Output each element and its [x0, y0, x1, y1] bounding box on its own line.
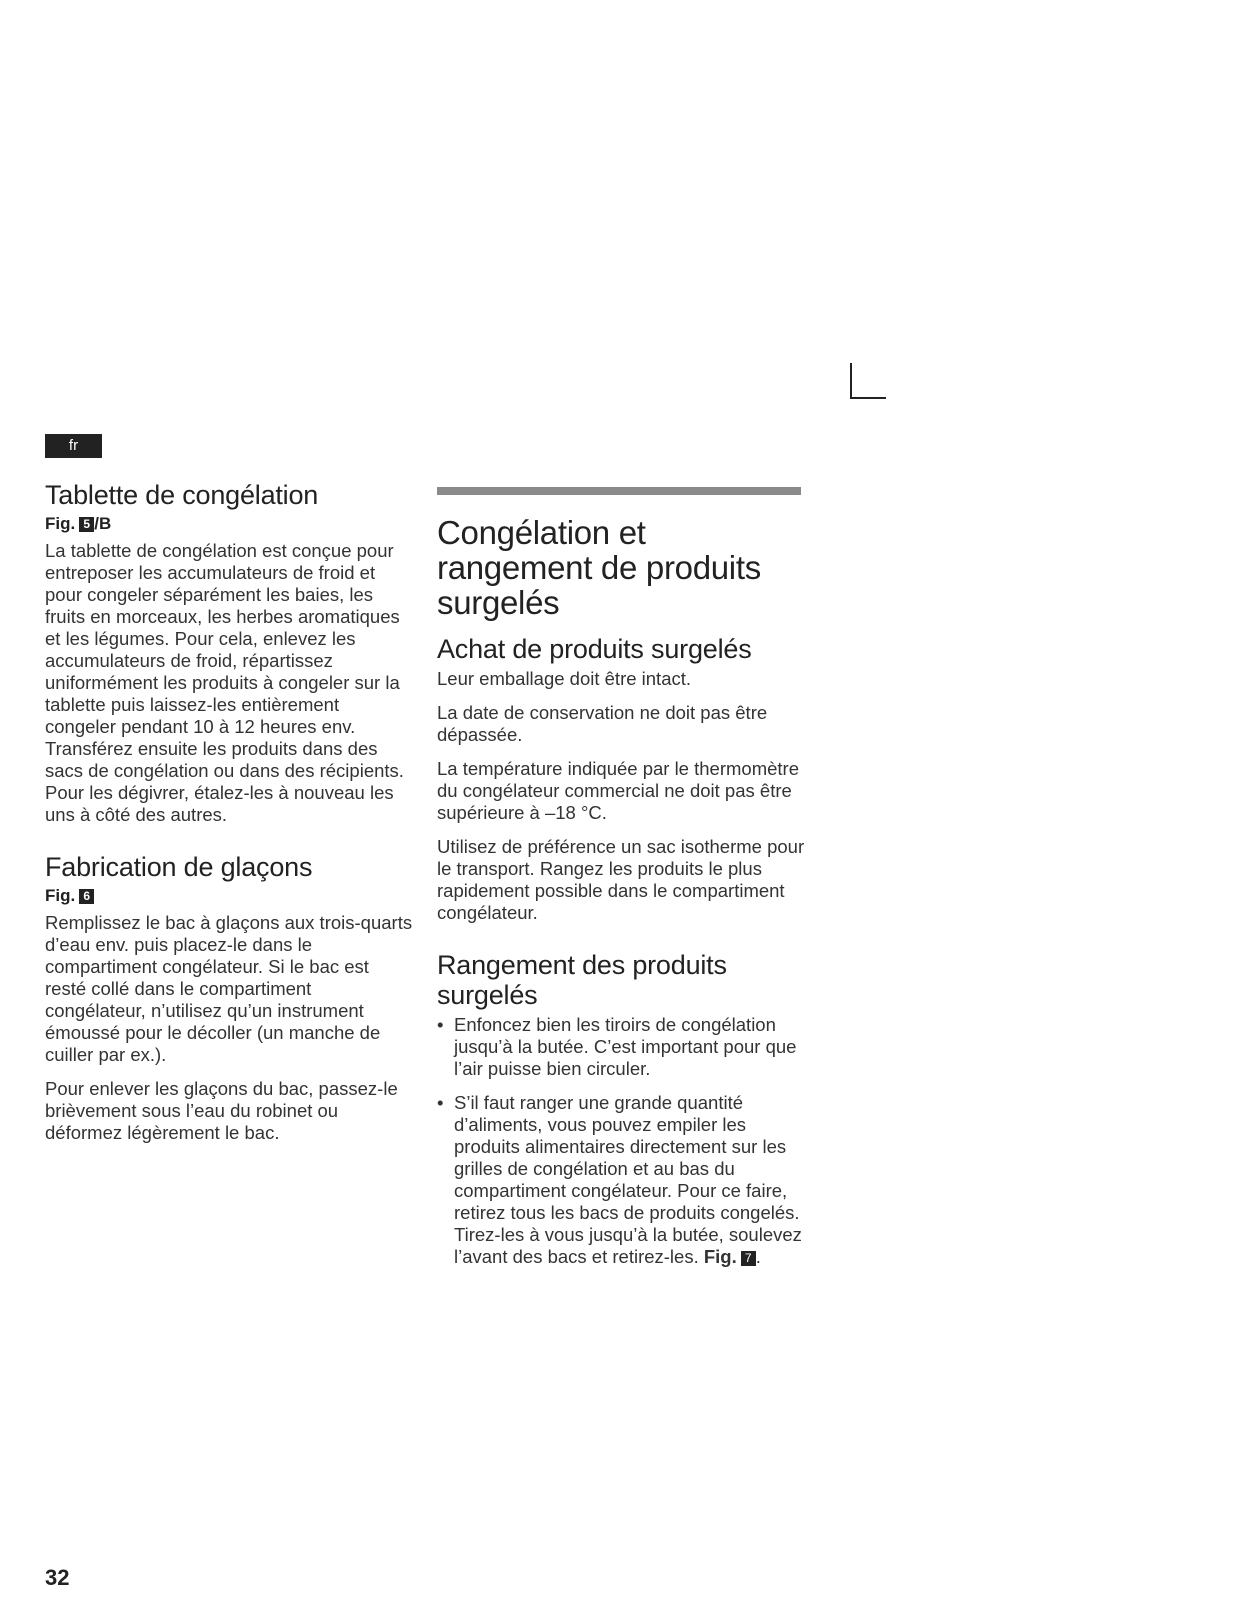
buying-paragraph-1: Leur emballage doit être intact. [437, 668, 692, 689]
section-title-storing: Rangement des produits surgelés [437, 950, 727, 1010]
figure-number-badge: 7 [741, 1251, 756, 1266]
storing-list [437, 1014, 807, 1268]
right-column [437, 487, 807, 1280]
figure-number-badge: 6 [79, 889, 94, 904]
figure-reference: Fig. 6 [45, 886, 415, 906]
language-tab: fr [45, 434, 102, 458]
section-title-buying: Achat de produits surgelés [437, 634, 752, 664]
page-number: 32 [45, 1565, 70, 1590]
freezing-tray-paragraph: La tablette de congélation est conçue pour entreposer les accumulateurs de froid et pour congeler séparément les baies, les fruits en morceaux, les herbes aromatiques et les légumes. Pour cela, enlevez les accumulateurs de froid, répartissez uniformément les produits à congeler sur la tablette puis laissez-les entièrement congeler pendant 10 à 12 heures env. Transférez ensuite les produits dans des sacs de congélation ou dans des récipients. Pour les dégivrer, étalez-les à nouveau les uns à côté des autres. [45, 540, 404, 825]
list-item: • S’il faut ranger une grande quantité d’aliments, vous pouvez empiler les produits alimentaires directement sur les grilles de congélation et au bas du compartiment congélateur. Pour ce faire, retirez tous les bacs de produits congelés. Tirez-les à vous jusqu’à la butée, soulevez l’avant des bacs et retirez-les. Fig. 7 . [437, 1092, 802, 1267]
section-title-freezing-tray: Tablette de congélation [45, 480, 319, 510]
main-title: Congélation et rangement de produits surgelés [437, 514, 761, 621]
bullet-icon: • [437, 1014, 444, 1035]
buying-paragraph-3: La température indiquée par le thermomètre du congélateur commercial ne doit pas être supérieure à –18 °C. [437, 758, 799, 823]
buying-paragraph-4: Utilisez de préférence un sac isotherme pour le transport. Rangez les produits le plus rapidement possible dans le compartiment congélateur. [437, 836, 805, 923]
section-divider-bar [437, 487, 801, 495]
ice-cubes-paragraph-1: Remplissez le bac à glaçons aux trois-quarts d’eau env. puis placez-le dans le compartiment congélateur. Si le bac est resté collé dans le compartiment congélateur, n’utilisez qu’un instrument émoussé pour le décoller (un manche de cuiller par ex.). [45, 912, 413, 1065]
crop-mark [850, 363, 886, 399]
ice-cubes-paragraph-2: Pour enlever les glaçons du bac, passez-le brièvement sous l’eau du robinet ou déformez légèrement le bac. [45, 1078, 398, 1143]
bullet-icon: • [437, 1092, 444, 1113]
left-column [45, 480, 415, 1156]
list-item: • Enfoncez bien les tiroirs de congélation jusqu’à la butée. C’est important pour que l’air puisse bien circuler. [437, 1014, 797, 1079]
figure-number-badge: 5 [79, 517, 94, 532]
figure-reference: Fig. 5 /B [45, 514, 112, 533]
figure-reference: Fig. [703, 1246, 737, 1267]
buying-paragraph-2: La date de conservation ne doit pas être dépassée. [437, 702, 768, 745]
section-title-ice-cubes: Fabrication de glaçons [45, 852, 313, 882]
